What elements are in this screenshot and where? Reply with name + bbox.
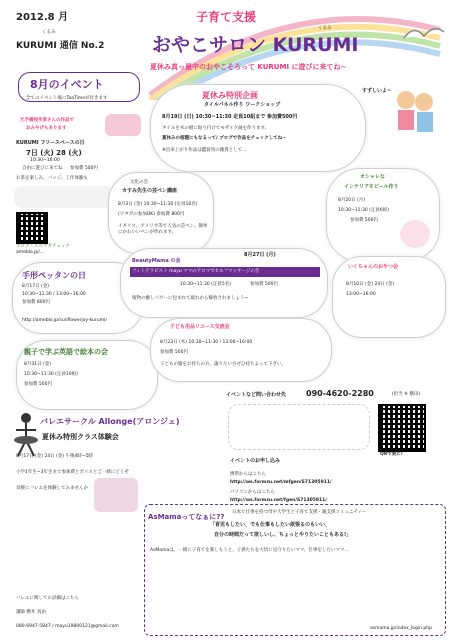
interior-time: 10:30~11:30 (定員6組) (338, 208, 390, 213)
english-price: 参加費 500円 (24, 382, 53, 387)
handprint-title: 手形ペッタンの日 (22, 271, 86, 280)
english-title: 親子で学ぶ英語で絵本の会 (24, 348, 108, 356)
recycle-price: 参加費 500円 (160, 350, 189, 355)
ballet-photo (94, 478, 138, 512)
mobile-image (400, 220, 430, 248)
qr-note: QRで更に! (380, 452, 403, 457)
newsletter-number: KURUMI 通信 No.2 (16, 41, 105, 51)
mom-title: カすみ先生の芸ペン講座 (122, 188, 178, 194)
contact-hours: (担当 ※ 横田) (392, 392, 421, 397)
recycle-title: 子ども用品リユース交流会 (170, 324, 230, 330)
kids-illustration (392, 86, 438, 136)
free-space-detail: お茶を楽しみ、バッジ、工作体験も (16, 176, 88, 181)
handprint-price: 参加費 800円 (22, 300, 51, 305)
workshop-desc-2: 夏休みの宿題にもなるって/ ブログで作品をチェックしてね~ (162, 136, 286, 141)
ballet-teacher: 講師 横井 真由 (16, 610, 46, 615)
beauty-date: 8月27日 (月) (244, 252, 276, 258)
ikuchan-title: いくちゃんのおやつ会 (348, 264, 399, 270)
free-space-time: 10:30~16:00 (30, 158, 60, 163)
interior-title: インテリアモビール作り (344, 184, 399, 190)
beauty-time: 10:30~11:30 (定員5名) (180, 282, 232, 287)
bird-speech: すずしいよ~ (362, 88, 392, 94)
issue-date: 2012.8 月 (16, 12, 69, 23)
blog-url[interactable]: ameblo.jp/... (16, 250, 45, 255)
blog-qr-code[interactable] (16, 212, 48, 244)
free-space-desc: 自由に遊びに来てね (22, 166, 63, 171)
ballet-desc-3: バレエに関しての詳細はこちら (16, 596, 79, 601)
ballet-desc-1: 小学1年生~3年生まで参加費とポリスとご一緒にどうぞ (16, 470, 129, 475)
handprint-url[interactable]: http://ameblo.jp/sunflowerjoy-kurumi/ (22, 318, 107, 323)
mom-date: 8月3日 (金) 10:30~11:30 (定員10名) (118, 202, 198, 207)
free-space-title: KURUMI フリースペースの日 (16, 140, 85, 146)
interior-price: 参加費 500円 (350, 218, 379, 223)
ballet-subtitle: 夏休み特別クラス体験会 (42, 433, 119, 441)
events-note: 全てのイベント後にTeaTimeが付きます (26, 96, 108, 101)
subtitle-top: 子育て支援 (196, 10, 257, 24)
apply-qr-code[interactable] (378, 404, 426, 452)
apply-title: イベントのお申し込み (230, 458, 281, 464)
contact-label: イベントなど問い合わせ先 (226, 392, 287, 398)
tagline: 夏休み真っ最中のおやこそろって KURUMI に遊びに来てね~ (150, 63, 347, 71)
english-time: 10:30~11:30 (定員10組) (24, 372, 78, 377)
workshop-date: 8月19日 (日) 10:30~11:30 定員10組まで 参加費500円 (162, 114, 298, 120)
apply-mobile-label: 携帯からはこちら (230, 472, 266, 477)
mom-desc: イギリス、アメリカ等で人気の芸ペン。簡単にかわいいペンが作れます。 (118, 224, 208, 235)
title-furigana: くるみ (318, 26, 332, 31)
kurumi-furigana: くるみ (42, 30, 56, 35)
about-line-3: 自分の時間だって欲しいし、ちょっとやりたいこともある!」 (214, 532, 352, 538)
interior-heading: オシャレな (360, 174, 385, 180)
recycle-desc: 子どもの服をお持ちの方、譲りたい方ぜひ持ちよって下さい。 (160, 362, 286, 367)
events-heading: 8月のイベント (30, 78, 104, 91)
workshop-heading: 夏休み特別企画 (202, 91, 258, 100)
free-space-date: 7日 (火) 28 (火) (26, 149, 82, 157)
ikuchan-date: 8月10日 (金) 24日 (金) (346, 282, 395, 287)
mom-price: (ワタガの参加OK) 参加費 800円 (118, 212, 185, 217)
english-date: 8月31日 (金) (24, 362, 52, 367)
apply-pc-label: パソコンからはこちら (230, 490, 275, 495)
beauty-price: 参加費 500円 (250, 282, 279, 287)
ballet-title: バレエサークル Allonge(アロンジェ) (40, 417, 180, 426)
blog-note: ブログ・メルマガチェック (16, 244, 70, 249)
about-line-1: 日本で仕事を持つ母や大学生と子育て支援・親支援コミュニティー (232, 510, 367, 515)
beauty-subtitle: フィトテラピスト mayu ママのアロマでセルフマッサージの会 (132, 269, 260, 274)
handmade-note-2: おみやげもあります (26, 126, 67, 131)
contact-details-box (228, 404, 370, 450)
mom-label: 文化の会 (130, 180, 148, 185)
about-heading: AsMamaってなぁに?? (148, 513, 225, 521)
beauty-desc: 植物の癒しパワーに包まれて疲れから解放されましょう~ (132, 296, 249, 301)
page-title: おやこサロン KURUMI (152, 34, 359, 56)
beauty-title: BeautyMama の会 (132, 258, 181, 264)
ballet-desc-2: 気軽にバレエを体験してみませんか (16, 486, 88, 491)
ballet-date: 8月17日 (金) 24日 (金) 午後4時~5時 (16, 454, 94, 459)
workshop-desc-1: タイルを木の板に貼り付けてモザイク画を作ります。 (162, 126, 270, 131)
free-space-price: 参加費 500円 (70, 166, 99, 171)
workshop-title: タイルパネル作り ワークショップ (204, 102, 281, 108)
interior-date: 8月20日 (月) (338, 198, 366, 203)
about-body: AsMamaは、一緒に子育てを楽しもうと、子供たちを大切に見守りたいママ、仕事をしたいママ... (150, 548, 349, 553)
ballet-contact[interactable]: 080-6947-5847 / mayu19800121@gmail.com (16, 624, 119, 629)
apply-mobile-url[interactable]: http://ws.formzu.net/mfgen/S71305911/ (230, 480, 332, 485)
about-footer-url[interactable]: asmama.jp/index_login.php (370, 626, 432, 631)
about-line-2: 「育児もしたい、でも仕事もしたい欲張るのもいい、 (210, 522, 331, 528)
recycle-date: 8月23日 (木) 10:30~11:30 / 13:00~16:00 (160, 340, 253, 345)
apply-pc-url[interactable]: http://ws.formzu.net/fgen/S71305911/ (230, 498, 327, 503)
contact-phone[interactable]: 090-4620-2280 (306, 389, 374, 398)
handprint-date: 8月17日 (金) (22, 284, 50, 289)
handprint-time: 10:30~11:30 / 13:00~16:00 (22, 292, 86, 297)
workshop-desc-3: ※出来上がり作品は鑑賞用の雑貨として... (162, 148, 247, 153)
ikuchan-time: 13:00~16:00 (346, 292, 376, 297)
handmade-note-1: 元予備校作家さんの作品で (20, 118, 74, 123)
free-space-photo (14, 186, 114, 208)
bird-icon (400, 18, 448, 58)
handmade-bag-image (105, 114, 141, 136)
